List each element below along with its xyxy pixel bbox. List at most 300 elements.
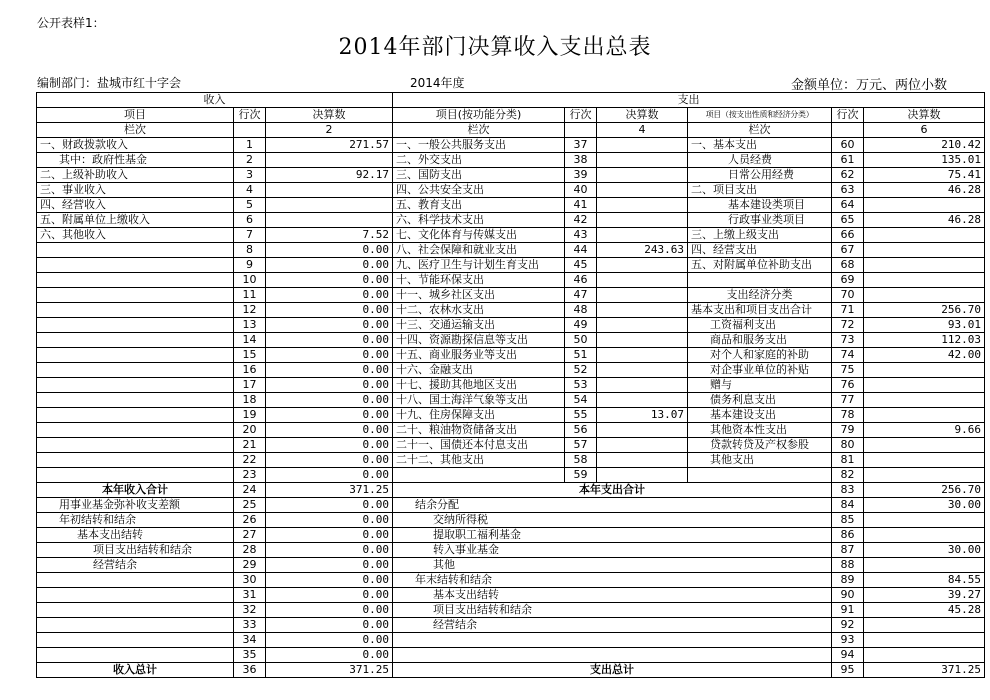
- table-row: [37, 423, 985, 438]
- income-header: 收入: [37, 93, 393, 108]
- econ-item: 基本建设类项目: [688, 198, 832, 213]
- income-amount: 271.57: [266, 138, 393, 153]
- income-amount: 0.00: [266, 333, 393, 348]
- func-amount: [597, 138, 688, 153]
- econ-seq: 94: [832, 648, 864, 663]
- income-seq: 2: [234, 153, 266, 168]
- income-item: [37, 258, 234, 273]
- income-item: 四、经营收入: [37, 198, 234, 213]
- income-seq-header: 行次: [234, 108, 266, 123]
- econ-amount: [864, 453, 985, 468]
- income-item: [37, 363, 234, 378]
- income-seq: 9: [234, 258, 266, 273]
- func-item: 十九、住房保障支出: [393, 408, 565, 423]
- table-row: [37, 318, 985, 333]
- econ-seq: 61: [832, 153, 864, 168]
- col-number-6: 6: [864, 123, 985, 138]
- expense-item: 支出总计: [393, 663, 832, 678]
- income-item: 三、事业收入: [37, 183, 234, 198]
- func-amount: [597, 438, 688, 453]
- income-amount: 371.25: [266, 663, 393, 678]
- func-amount: [597, 183, 688, 198]
- func-item: 十二、农林水支出: [393, 303, 565, 318]
- econ-item: 对企事业单位的补贴: [688, 363, 832, 378]
- income-seq: 27: [234, 528, 266, 543]
- func-seq: 56: [565, 423, 597, 438]
- income-item-header: 项目: [37, 108, 234, 123]
- table-row: [37, 348, 985, 363]
- econ-item: 贷款转贷及产权参股: [688, 438, 832, 453]
- econ-amount: [864, 273, 985, 288]
- func-amount: [597, 393, 688, 408]
- econ-amount: 39.27: [864, 588, 985, 603]
- econ-seq: 76: [832, 378, 864, 393]
- econ-amount: [864, 378, 985, 393]
- income-seq: 12: [234, 303, 266, 318]
- econ-amount: 210.42: [864, 138, 985, 153]
- func-amount: 243.63: [597, 243, 688, 258]
- econ-seq: 91: [832, 603, 864, 618]
- econ-seq: 70: [832, 288, 864, 303]
- income-item: [37, 318, 234, 333]
- col-label-seq-1: [234, 123, 266, 138]
- income-seq: 21: [234, 438, 266, 453]
- econ-amount: [864, 618, 985, 633]
- income-amount: 0.00: [266, 453, 393, 468]
- table-row: [37, 483, 985, 498]
- income-item: [37, 468, 234, 483]
- econ-amount: [864, 288, 985, 303]
- econ-item: 债务利息支出: [688, 393, 832, 408]
- econ-amount-header: 决算数: [864, 108, 985, 123]
- func-seq: 49: [565, 318, 597, 333]
- econ-item: 三、上缴上级支出: [688, 228, 832, 243]
- func-amount-header: 决算数: [597, 108, 688, 123]
- econ-amount: [864, 363, 985, 378]
- econ-seq: 85: [832, 513, 864, 528]
- econ-seq: 79: [832, 423, 864, 438]
- econ-item: [688, 468, 832, 483]
- econ-seq: 84: [832, 498, 864, 513]
- econ-seq: 73: [832, 333, 864, 348]
- func-seq: 51: [565, 348, 597, 363]
- expense-header: 支出: [393, 93, 985, 108]
- func-item: 二十、粮油物资储备支出: [393, 423, 565, 438]
- econ-item: 日常公用经费: [688, 168, 832, 183]
- income-seq: 31: [234, 588, 266, 603]
- econ-seq: 65: [832, 213, 864, 228]
- func-seq: 43: [565, 228, 597, 243]
- econ-item: 人员经费: [688, 153, 832, 168]
- func-item: 十三、交通运输支出: [393, 318, 565, 333]
- econ-amount: [864, 633, 985, 648]
- econ-item: 基本支出和项目支出合计: [688, 303, 832, 318]
- income-amount: 0.00: [266, 273, 393, 288]
- income-seq: 11: [234, 288, 266, 303]
- econ-item: 行政事业类项目: [688, 213, 832, 228]
- econ-amount: 256.70: [864, 483, 985, 498]
- income-amount: 0.00: [266, 513, 393, 528]
- func-amount: [597, 288, 688, 303]
- income-amount: 0.00: [266, 528, 393, 543]
- income-item: 经营结余: [37, 558, 234, 573]
- income-amount: 0.00: [266, 633, 393, 648]
- income-item: 年初结转和结余: [37, 513, 234, 528]
- econ-item: 赠与: [688, 378, 832, 393]
- econ-seq: 72: [832, 318, 864, 333]
- econ-item: 二、项目支出: [688, 183, 832, 198]
- func-seq: 54: [565, 393, 597, 408]
- func-item-header: 项目(按功能分类): [393, 108, 565, 123]
- econ-seq: 75: [832, 363, 864, 378]
- income-item: [37, 603, 234, 618]
- func-seq: 46: [565, 273, 597, 288]
- table-row: [37, 153, 985, 168]
- expense-item: 结余分配: [393, 498, 832, 513]
- func-item: 十六、金融支出: [393, 363, 565, 378]
- income-seq: 29: [234, 558, 266, 573]
- income-seq: 35: [234, 648, 266, 663]
- income-amount: 0.00: [266, 543, 393, 558]
- func-amount: [597, 468, 688, 483]
- income-seq: 14: [234, 333, 266, 348]
- income-seq: 30: [234, 573, 266, 588]
- table-row: [37, 243, 985, 258]
- econ-item: [688, 273, 832, 288]
- table-row: [37, 303, 985, 318]
- table-row: [37, 528, 985, 543]
- table-row: [37, 183, 985, 198]
- func-amount: [597, 213, 688, 228]
- income-seq: 22: [234, 453, 266, 468]
- col-number-2: 2: [266, 123, 393, 138]
- expense-item: 提取职工福利基金: [393, 528, 832, 543]
- income-seq: 16: [234, 363, 266, 378]
- func-seq-header: 行次: [565, 108, 597, 123]
- econ-seq: 95: [832, 663, 864, 678]
- func-item: 十四、资源勘探信息等支出: [393, 333, 565, 348]
- income-seq: 26: [234, 513, 266, 528]
- income-amount: 371.25: [266, 483, 393, 498]
- income-amount: 7.52: [266, 228, 393, 243]
- func-seq: 50: [565, 333, 597, 348]
- econ-amount: [864, 468, 985, 483]
- econ-seq: 87: [832, 543, 864, 558]
- income-item: [37, 393, 234, 408]
- econ-item: 基本建设支出: [688, 408, 832, 423]
- income-seq: 19: [234, 408, 266, 423]
- income-amount: 0.00: [266, 288, 393, 303]
- col-number-4: 4: [597, 123, 688, 138]
- income-seq: 32: [234, 603, 266, 618]
- econ-seq: 62: [832, 168, 864, 183]
- income-item: [37, 633, 234, 648]
- income-amount: 0.00: [266, 648, 393, 663]
- income-item: [37, 348, 234, 363]
- income-seq: 28: [234, 543, 266, 558]
- econ-amount: 42.00: [864, 348, 985, 363]
- table-row: [37, 168, 985, 183]
- income-amount: 0.00: [266, 303, 393, 318]
- econ-amount: 371.25: [864, 663, 985, 678]
- econ-amount: [864, 528, 985, 543]
- econ-amount: 75.41: [864, 168, 985, 183]
- income-item: 其中：政府性基金: [37, 153, 234, 168]
- income-seq: 20: [234, 423, 266, 438]
- summary-table: [36, 92, 985, 678]
- econ-seq: 80: [832, 438, 864, 453]
- econ-item: 其他资本性支出: [688, 423, 832, 438]
- income-item: [37, 333, 234, 348]
- table-row: [37, 393, 985, 408]
- econ-amount: [864, 198, 985, 213]
- econ-seq: 86: [832, 528, 864, 543]
- econ-amount: [864, 408, 985, 423]
- col-label-1: 栏次: [37, 123, 234, 138]
- econ-seq: 60: [832, 138, 864, 153]
- func-amount: [597, 363, 688, 378]
- expense-item: 年末结转和结余: [393, 573, 832, 588]
- table-row: [37, 603, 985, 618]
- table-row: [37, 573, 985, 588]
- table-row: [37, 633, 985, 648]
- func-seq: 52: [565, 363, 597, 378]
- econ-item: 四、经营支出: [688, 243, 832, 258]
- econ-seq: 83: [832, 483, 864, 498]
- income-item: [37, 453, 234, 468]
- func-seq: 55: [565, 408, 597, 423]
- expense-item: 基本支出结转: [393, 588, 832, 603]
- econ-amount: [864, 513, 985, 528]
- func-seq: 37: [565, 138, 597, 153]
- income-amount: 0.00: [266, 363, 393, 378]
- income-seq: 17: [234, 378, 266, 393]
- income-item: [37, 438, 234, 453]
- table-row: [37, 618, 985, 633]
- income-amount: [266, 213, 393, 228]
- income-amount: 0.00: [266, 423, 393, 438]
- table-row: [37, 468, 985, 483]
- table-row: [37, 228, 985, 243]
- income-seq: 24: [234, 483, 266, 498]
- econ-item: 对个人和家庭的补助: [688, 348, 832, 363]
- econ-amount: 45.28: [864, 603, 985, 618]
- func-seq: 38: [565, 153, 597, 168]
- func-item: 二十一、国债还本付息支出: [393, 438, 565, 453]
- econ-seq: 78: [832, 408, 864, 423]
- income-seq: 36: [234, 663, 266, 678]
- econ-item: 其他支出: [688, 453, 832, 468]
- income-item: [37, 423, 234, 438]
- expense-item: 项目支出结转和结余: [393, 603, 832, 618]
- func-item: 十一、城乡社区支出: [393, 288, 565, 303]
- income-item: [37, 303, 234, 318]
- func-item: 五、教育支出: [393, 198, 565, 213]
- func-item: 九、医疗卫生与计划生育支出: [393, 258, 565, 273]
- income-item: [37, 273, 234, 288]
- expense-item: 其他: [393, 558, 832, 573]
- year-label: 2014年度: [410, 76, 465, 90]
- econ-seq-header: 行次: [832, 108, 864, 123]
- page-title: 2014年部门决算收入支出总表: [338, 35, 652, 60]
- income-item: 用事业基金弥补收支差额: [37, 498, 234, 513]
- income-item: [37, 408, 234, 423]
- col-label-seq-3: [832, 123, 864, 138]
- func-seq: 57: [565, 438, 597, 453]
- income-seq: 3: [234, 168, 266, 183]
- func-item: 三、国防支出: [393, 168, 565, 183]
- econ-seq: 77: [832, 393, 864, 408]
- table-row: [37, 438, 985, 453]
- func-item: 二、外交支出: [393, 153, 565, 168]
- func-seq: 39: [565, 168, 597, 183]
- func-item: 十五、商业服务业等支出: [393, 348, 565, 363]
- table-row: [37, 333, 985, 348]
- econ-amount: 84.55: [864, 573, 985, 588]
- expense-item: [393, 648, 832, 663]
- income-seq: 1: [234, 138, 266, 153]
- income-seq: 25: [234, 498, 266, 513]
- income-seq: 8: [234, 243, 266, 258]
- func-amount: [597, 348, 688, 363]
- econ-item: 商品和服务支出: [688, 333, 832, 348]
- econ-seq: 81: [832, 453, 864, 468]
- table-row: [37, 558, 985, 573]
- func-item: 四、公共安全支出: [393, 183, 565, 198]
- table-row: [37, 288, 985, 303]
- income-amount-header: 决算数: [266, 108, 393, 123]
- econ-seq: 90: [832, 588, 864, 603]
- econ-seq: 63: [832, 183, 864, 198]
- func-amount: [597, 303, 688, 318]
- econ-item-header: 项目（按支出性质和经济分类）: [688, 108, 832, 123]
- econ-amount: 135.01: [864, 153, 985, 168]
- income-amount: 0.00: [266, 348, 393, 363]
- income-item: 基本支出结转: [37, 528, 234, 543]
- econ-amount: [864, 258, 985, 273]
- income-item: [37, 288, 234, 303]
- econ-amount: 30.00: [864, 498, 985, 513]
- table-row: [37, 213, 985, 228]
- func-seq: 58: [565, 453, 597, 468]
- func-seq: 40: [565, 183, 597, 198]
- func-amount: [597, 273, 688, 288]
- econ-seq: 71: [832, 303, 864, 318]
- econ-amount: 46.28: [864, 213, 985, 228]
- income-amount: 0.00: [266, 318, 393, 333]
- econ-item: 一、基本支出: [688, 138, 832, 153]
- income-seq: 13: [234, 318, 266, 333]
- dept-label: 编制部门：盐城市红十字会: [37, 76, 182, 90]
- table-row: [37, 453, 985, 468]
- income-amount: [266, 198, 393, 213]
- income-seq: 34: [234, 633, 266, 648]
- income-item: 六、其他收入: [37, 228, 234, 243]
- econ-amount: [864, 243, 985, 258]
- func-item: 十八、国土海洋气象等支出: [393, 393, 565, 408]
- econ-seq: 92: [832, 618, 864, 633]
- func-amount: [597, 318, 688, 333]
- econ-amount: 30.00: [864, 543, 985, 558]
- table-row: [37, 543, 985, 558]
- econ-amount: 9.66: [864, 423, 985, 438]
- unit-label: 金额单位：万元、两位小数: [790, 78, 947, 93]
- income-item: 二、上级补助收入: [37, 168, 234, 183]
- func-amount: [597, 378, 688, 393]
- econ-amount: 93.01: [864, 318, 985, 333]
- expense-item: 转入事业基金: [393, 543, 832, 558]
- income-item: 本年收入合计: [37, 483, 234, 498]
- econ-amount: [864, 438, 985, 453]
- income-item: [37, 588, 234, 603]
- expense-item: 交纳所得税: [393, 513, 832, 528]
- func-seq: 41: [565, 198, 597, 213]
- func-seq: 45: [565, 258, 597, 273]
- func-amount: [597, 168, 688, 183]
- income-amount: 0.00: [266, 498, 393, 513]
- econ-amount: 112.03: [864, 333, 985, 348]
- econ-item: 支出经济分类: [688, 288, 832, 303]
- income-item: [37, 573, 234, 588]
- income-seq: 7: [234, 228, 266, 243]
- income-amount: 92.17: [266, 168, 393, 183]
- func-item: 六、科学技术支出: [393, 213, 565, 228]
- expense-item: 经营结余: [393, 618, 832, 633]
- expense-item: 本年支出合计: [393, 483, 832, 498]
- func-seq: 59: [565, 468, 597, 483]
- income-amount: 0.00: [266, 378, 393, 393]
- income-item: [37, 648, 234, 663]
- table-row: [37, 273, 985, 288]
- table-row: [37, 198, 985, 213]
- income-amount: [266, 183, 393, 198]
- func-item: 七、文化体育与传媒支出: [393, 228, 565, 243]
- func-amount: [597, 333, 688, 348]
- func-amount: [597, 228, 688, 243]
- econ-seq: 64: [832, 198, 864, 213]
- func-item: 十、节能环保支出: [393, 273, 565, 288]
- col-label-seq-2: [565, 123, 597, 138]
- econ-seq: 67: [832, 243, 864, 258]
- func-item: 八、社会保障和就业支出: [393, 243, 565, 258]
- income-seq: 4: [234, 183, 266, 198]
- income-amount: 0.00: [266, 603, 393, 618]
- econ-seq: 93: [832, 633, 864, 648]
- func-item: 一、一般公共服务支出: [393, 138, 565, 153]
- econ-seq: 66: [832, 228, 864, 243]
- func-seq: 47: [565, 288, 597, 303]
- income-seq: 15: [234, 348, 266, 363]
- income-amount: 0.00: [266, 618, 393, 633]
- income-item: [37, 243, 234, 258]
- income-seq: 5: [234, 198, 266, 213]
- econ-amount: [864, 558, 985, 573]
- econ-amount: 256.70: [864, 303, 985, 318]
- table-row: [37, 513, 985, 528]
- table-row: [37, 498, 985, 513]
- econ-seq: 82: [832, 468, 864, 483]
- income-amount: 0.00: [266, 243, 393, 258]
- income-item: 五、附属单位上缴收入: [37, 213, 234, 228]
- income-seq: 33: [234, 618, 266, 633]
- econ-amount: 46.28: [864, 183, 985, 198]
- income-seq: 18: [234, 393, 266, 408]
- func-amount: [597, 153, 688, 168]
- income-amount: 0.00: [266, 468, 393, 483]
- income-seq: 23: [234, 468, 266, 483]
- func-amount: [597, 453, 688, 468]
- income-amount: 0.00: [266, 558, 393, 573]
